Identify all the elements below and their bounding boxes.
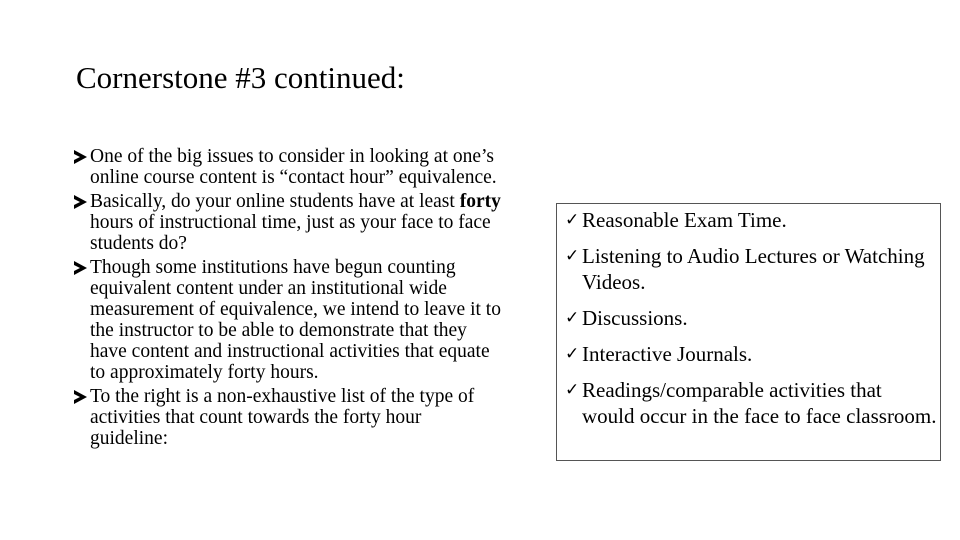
left-bullet-item [74,146,504,188]
checkmark-icon: ✓ [565,210,580,230]
checklist-item [565,305,937,331]
checklist-item-text: Discussions. [582,306,688,330]
checklist-item-text: Listening to Audio Lectures or Watching Videos. [582,244,925,294]
arrow-bullet-icon [74,390,87,404]
left-bullet-list [74,146,504,452]
left-bullet-text: One of the big issues to consider in looking at one’s online course content is “contact hour” equivalence. [90,146,497,188]
checklist-item [565,377,937,429]
left-bullet-text-before: Basically, do your online students have at least [90,191,460,212]
left-bullet-text-after: hours of instructional time, just as your face to face students do? [90,212,491,254]
left-bullet-item [74,257,504,383]
left-bullet-text [90,191,501,254]
arrow-bullet-icon [74,150,87,164]
arrow-bullet-icon [74,261,87,275]
activities-checklist-box [556,203,941,461]
arrow-bullet-icon [74,195,87,209]
checklist-item [565,243,937,295]
checkmark-icon: ✓ [565,308,580,328]
checklist-item [565,341,937,367]
left-bullet-text: Though some institutions have begun counting equivalent content under an institutional wide measurement of equivalence, we intend to leave it to the instructor to be able to demonstrate that they have content and instructional activities that equate to approximately forty hours. [90,257,501,383]
checklist-item [565,207,937,233]
checkmark-icon: ✓ [565,246,580,266]
left-bullet-item [74,386,504,449]
activities-checklist [565,207,937,439]
checklist-item-text: Readings/comparable activities that would occur in the face to face classroom. [582,378,937,428]
checkmark-icon: ✓ [565,380,580,400]
checklist-item-text: Reasonable Exam Time. [582,208,787,232]
left-bullet-text: To the right is a non-exhaustive list of the type of activities that count towards the forty hour guideline: [90,386,475,449]
checklist-item-text: Interactive Journals. [582,342,753,366]
left-bullet-item [74,191,504,254]
left-bullet-bold-word: forty [459,191,501,212]
slide-title: Cornerstone #3 continued: [76,60,405,95]
checkmark-icon: ✓ [565,344,580,364]
